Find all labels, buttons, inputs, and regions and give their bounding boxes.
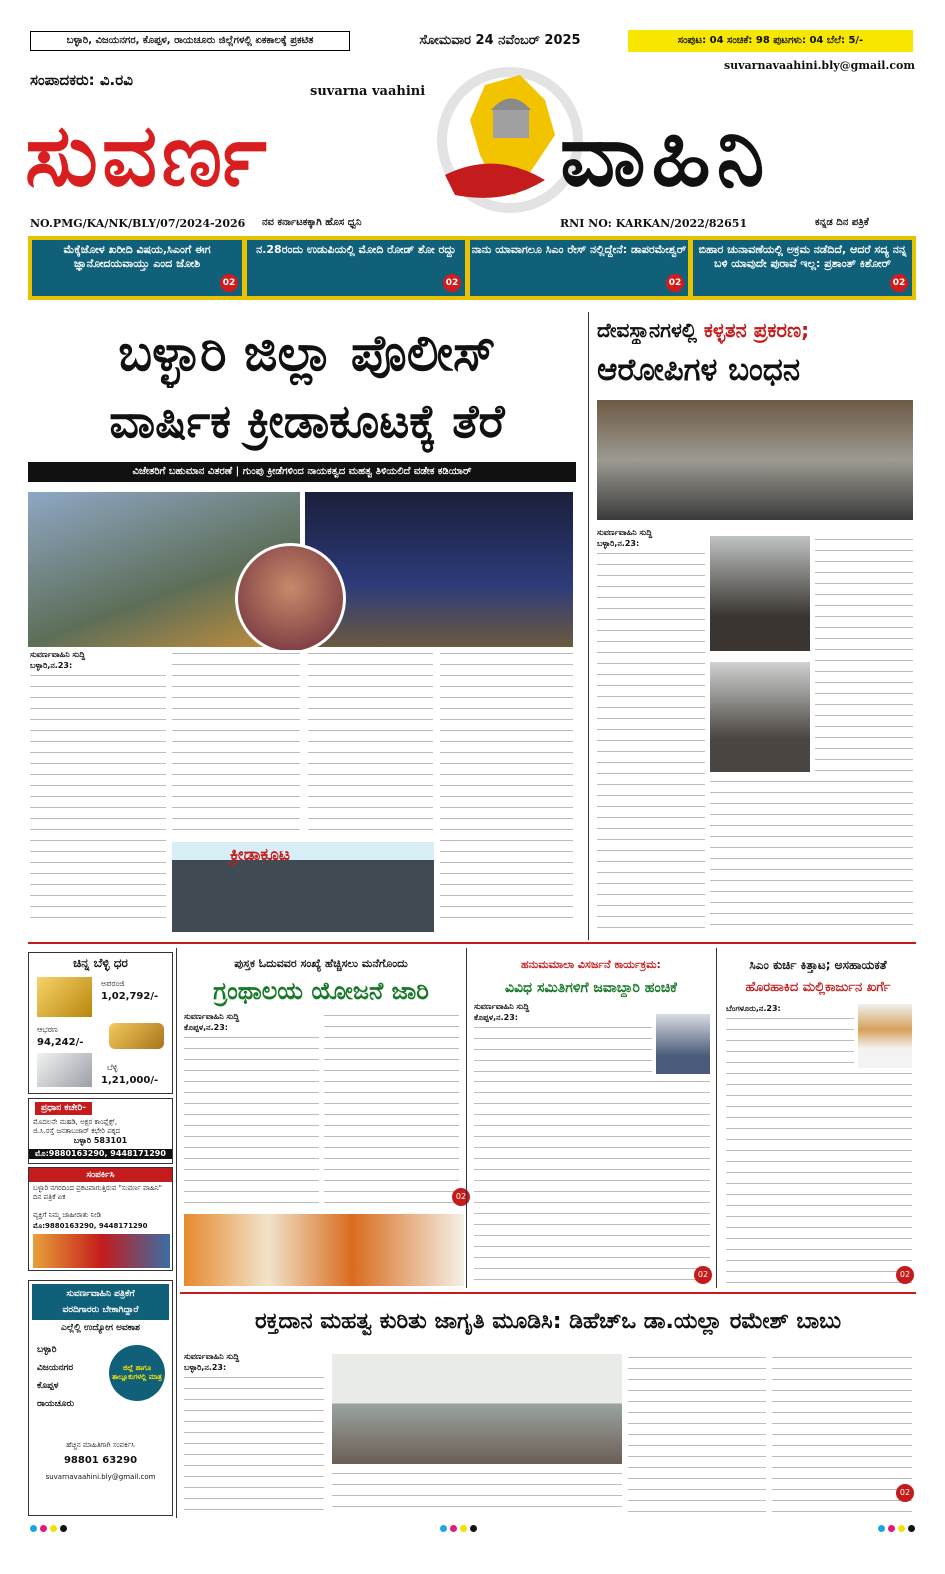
registration-dot: [898, 1525, 905, 1532]
jobs-email[interactable]: suvarnavaahini.bly@gmail.com: [45, 1473, 156, 1481]
jobs-contact-label: ಹೆಚ್ಚಿನ ಮಾಹಿತಿಗಾಗಿ ಸಂಪರ್ಕಿಸಿ: [66, 1441, 135, 1449]
office-phone[interactable]: ಮೊ:9880163290, 9448171290: [29, 1149, 172, 1159]
registration-dot: [50, 1525, 57, 1532]
registration-dot: [40, 1525, 47, 1532]
teaser-item[interactable]: ನಾನು ಯಾವಾಗಲೂ ಸಿಎಂ ರೇಸ್ ನಲ್ಲಿದ್ದೇನೆ: ಡಾಪರಮೇಶ್ವರ್ 02: [470, 240, 688, 296]
page-badge: 02: [896, 1484, 914, 1502]
masthead-email[interactable]: suvarnavaahini.bly@gmail.com: [723, 59, 915, 72]
main-headline-line1: ಬಳ್ಳಾರಿ ಜಿಲ್ಲಾ ಪೊಲೀಸ್: [118, 324, 496, 382]
gold-22-value: 94,242/-: [37, 1037, 84, 1048]
jobs-phone[interactable]: 98801 63290: [63, 1455, 138, 1466]
registration-dot: [450, 1525, 457, 1532]
office-line1: ಮೊದಲನೇ ಮಹಡಿ, ಅಕ್ಷರ ಕಾಂಪ್ಲೆಕ್ಸ್,: [33, 1118, 118, 1126]
section-divider: [28, 942, 916, 944]
office-title: ಪ್ರಧಾನ ಕಚೇರಿ-: [35, 1102, 92, 1115]
gold-bars-icon: [37, 977, 92, 1017]
main-body-col4: [440, 650, 573, 928]
blood-body-col1: [184, 1374, 324, 1514]
gold-24-value: 1,02,792/-: [101, 991, 159, 1002]
paper-type: ಕನ್ನಡ ದಿನ ಪತ್ರಿಕೆ: [815, 217, 869, 228]
page-badge: 02: [443, 274, 461, 292]
district-item: ಕೊಪ್ಪಳ: [37, 1381, 59, 1391]
main-body-col3: [308, 650, 433, 840]
silver-bars-icon: [37, 1053, 92, 1087]
registration-dot: [878, 1525, 885, 1532]
contact-title: ಸಂಪರ್ಕಿಸಿ: [29, 1168, 172, 1182]
byline: ಸುವರ್ಣವಾಹಿನಿ ಸುದ್ದಿ: [30, 650, 86, 659]
jobs-box: [28, 1280, 173, 1516]
column-divider: [466, 948, 467, 1288]
blood-headline: ರಕ್ತದಾನ ಮಹತ್ವ ಕುರಿತು ಜಾಗೃತಿ ಮೂಡಿಸಿ: ಡಿಹೆಚ್‌ಒ ಡಾ.ಯಲ್ಲಾ ರಮೇಶ್ ಬಾಬು: [254, 1309, 842, 1334]
gold-22-label: ಆಭರಣ: [37, 1025, 58, 1034]
contact-line1: ಬಳ್ಳಾರಿ ನಗರದಿಂದ ಪ್ರಕಟವಾಗುತ್ತಿರುವ "ಸುವರ್ಣ ವಾಹಿನಿ" ದಿನ ಪತ್ರಿಕೆ ಏಕ: [33, 1184, 162, 1201]
page-badge: 02: [666, 274, 684, 292]
main-body-col2: [172, 650, 300, 840]
issue-info: ಸಂಪುಟ: 04 ಸಂಚಿಕೆ: 98 ಪುಟಗಳು: 04 ಬೆಲೆ: 5/-: [628, 30, 913, 52]
contact-line2: ವ್ಯಕ್ತಿಗೆ ನಿಮ್ಮ ಜಾಹೀರಾತು ನೀಡಿ: [33, 1211, 102, 1219]
main-headline-line2: ವಾರ್ಷಿಕ ಕ್ರೀಡಾಕೂಟಕ್ಕೆ ತೆರೆ: [109, 394, 505, 448]
page-badge: 02: [896, 1266, 914, 1284]
library-body-col2: [324, 1012, 459, 1210]
english-name: suvarna vaahini: [310, 84, 426, 99]
district-item: ರಾಯಚೂರು: [37, 1399, 75, 1409]
tagline: ನವ ಕರ್ನಾಟಕಕ್ಕಾಗಿ ಹೊಸ ಧ್ವನಿ: [262, 217, 362, 228]
kharge-headline-line1: ಸಿಎಂ ಕುರ್ಚಿ ಕಿತ್ತಾಟ; ಅಸಹಾಯಕತೆ: [749, 958, 887, 972]
registration-dot: [60, 1525, 67, 1532]
teaser-item[interactable]: ಮೆಕ್ಕೆಜೋಳ ಖರೀದಿ ವಿಷಯ,ಸಿಎಂಗೆ ಈಗ ಜ್ಞಾನೋದಯವಾಯ್ತು ಎಂದ ಜೋಶಿ 02: [32, 240, 242, 296]
teaser-item[interactable]: ನ.28ರಂದು ಉಡುಪಿಯಲ್ಲಿ ಮೋದಿ ರೋಡ್ ಶೋ ರದ್ದು 02: [247, 240, 465, 296]
teaser-item[interactable]: ಬಿಹಾರ ಚುನಾವಣೆಯಲ್ಲಿ ಅಕ್ರಮ ನಡೆದಿದೆ, ಆದರೆ ಸದ್ಯ ನನ್ನ ಬಳಿ ಯಾವುದೇ ಪುರಾವೆ ಇಲ್ಲ: ಪ್ರಶಾಂತ್ ಕಿಶೋರ್ 02: [693, 240, 912, 296]
office-line2: ಜಿ.ಸಿ.ರಸ್ತೆ ಜನತಾಬಜಾರ್ ಕಛೇರಿ ಪಕ್ಕದ: [33, 1127, 121, 1135]
registration-dot: [888, 1525, 895, 1532]
jobs-title: ಸುವರ್ಣವಾಹಿನಿ ಪತ್ರಿಕೆಗೆ ವರದಿಗಾರರು ಬೇಕಾಗಿದ್ದಾರೆ: [32, 1284, 169, 1320]
dateline: ಬೆಂಗಳೂರು,ನ.23:: [726, 1004, 781, 1013]
column-divider: [588, 312, 589, 940]
right-body-col2: [815, 536, 913, 776]
district-item: ಬಳ್ಳಾರಿ: [37, 1345, 57, 1355]
gold-box-title: ಚಿನ್ನ ಬೆಳ್ಳಿ ಧರ: [73, 956, 128, 970]
library-body-col1: [184, 1034, 319, 1210]
contact-phone[interactable]: ಮೊ:9880163290, 9448171290: [33, 1222, 148, 1230]
arrest-photo: [597, 400, 913, 520]
main-body-col1: [30, 672, 166, 928]
accused-photo-2: [710, 662, 810, 772]
gold-jewelry-icon: [109, 1023, 164, 1049]
right-body-col3: [710, 778, 913, 932]
editor-name: ಸಂಪಾದಕರು: ವಿ.ರವಿ: [30, 71, 133, 89]
right-headline-red: ಕಳ್ಳತನ ಪ್ರಕರಣ;: [703, 318, 810, 342]
official-photo: [656, 1014, 710, 1074]
contact-photo: [33, 1234, 170, 1268]
page-badge: 02: [452, 1188, 470, 1206]
rni-number: RNI NO: KARKAN/2022/82651: [560, 217, 748, 230]
dateline: ಬಳ್ಳಾರಿ,ನ.23:: [184, 1363, 227, 1372]
contact-box: [28, 1167, 173, 1271]
dateline: ಬಳ್ಳಾರಿ,ನ.23:: [597, 539, 640, 548]
kharge-body: [726, 1070, 912, 1284]
blood-body-col3: [628, 1354, 766, 1514]
column-divider: [176, 948, 177, 1518]
title-left: ಸುವರ್ಣ: [25, 106, 271, 206]
byline: ಸುವರ್ಣವಾಹಿನಿ ಸುದ್ದಿ: [474, 1002, 530, 1011]
byline: ಸುವರ್ಣವಾಹಿನಿ ಸುದ್ದಿ: [184, 1012, 240, 1021]
library-headline: ಗ್ರಂಥಾಲಯ ಯೋಜನೆ ಜಾರಿ: [213, 977, 429, 1005]
issue-date: ಸೋಮವಾರ 24 ನವೆಂಬರ್ 2025: [419, 33, 581, 48]
blood-body-col2: [332, 1470, 622, 1514]
registration-dot: [440, 1525, 447, 1532]
accused-photo-1: [710, 536, 810, 651]
title-right: ವಾಹಿನಿ: [560, 106, 771, 206]
main-subhead: ವಿಜೇತರಿಗೆ ಬಹುಮಾನ ವಿತರಣೆ | ಗುಂಪು ಕ್ರೀಡೆಗಳಿಂದ ನಾಯಕತ್ವದ ಮಹತ್ವ ತಿಳಿಯಲಿದೆ ವಡೇಕ ಕಡಿಯಾರ್: [28, 462, 576, 482]
right-body-col1: [597, 550, 705, 932]
office-address-box: [28, 1098, 173, 1164]
hanuman-body-intro: [474, 1024, 652, 1074]
silver-label: ಬೆಳ್ಳಿ: [107, 1063, 118, 1072]
parade-photo: [305, 492, 573, 647]
library-photo: [184, 1214, 464, 1286]
page-badge: 02: [220, 274, 238, 292]
banner-text: ಕ್ರೀಡಾಕೂಟ: [230, 845, 290, 865]
hanuman-headline: ವಿವಿಧ ಸಮಿತಿಗಳಿಗೆ ಜವಾಬ್ದಾರಿ ಹಂಚಿಕೆ: [505, 980, 677, 996]
byline: ಸುವರ್ಣವಾಹಿನಿ ಸುದ್ದಿ: [597, 528, 653, 537]
registration-dot: [470, 1525, 477, 1532]
registration-dot: [908, 1525, 915, 1532]
postal-reg-no: NO.PMG/KA/NK/BLY/07/2024-2026: [30, 217, 246, 230]
kharge-body-intro: [726, 1015, 854, 1065]
kharge-headline-line2: ಹೊರಹಾಕಿದ ಮಲ್ಲಿಕಾರ್ಜುನ ಖರ್ಗೆ: [745, 980, 891, 995]
hanuman-kicker: ಹನುಮಮಾಲಾ ವಿಸರ್ಜನೆ ಕಾರ್ಯಕ್ರಮ:: [521, 958, 661, 971]
right-headline-prefix: ದೇವಸ್ಥಾನಗಳಲ್ಲಿ: [597, 318, 697, 342]
page-badge: 02: [890, 274, 908, 292]
registration-dot: [30, 1525, 37, 1532]
library-kicker: ಪುಸ್ತಕ ಓದುವವರ ಸಂಖ್ಯೆ ಹೆಚ್ಚಿಸಲು ಮನೆಗೊಂದು: [234, 957, 408, 970]
jobs-subtitle: ಎಲ್ಲೆಲ್ಲಿ ಉದ್ಯೋಗ ಅವಕಾಶ: [61, 1323, 140, 1333]
prize-photo: [172, 842, 434, 932]
coverage-strip: ಬಳ್ಳಾರಿ, ವಿಜಯನಗರ, ಕೊಪ್ಪಳ, ರಾಯಚೂರು ಜಿಲ್ಲೆಗಳಲ್ಲಿ ಏಕಕಾಲಕ್ಕೆ ಪ್ರಕಟಿತ: [30, 31, 350, 51]
column-divider: [716, 948, 717, 1288]
kharge-photo: [858, 1004, 912, 1068]
hanuman-body: [474, 1078, 710, 1284]
district-item: ವಿಜಯನಗರ: [37, 1363, 74, 1373]
registration-dot: [460, 1525, 467, 1532]
blood-body-col4: [772, 1354, 912, 1514]
page-badge: 02: [694, 1266, 712, 1284]
dateline: ಬಳ್ಳಾರಿ,ನ.23:: [30, 661, 73, 670]
silver-value: 1,21,000/-: [101, 1075, 159, 1086]
gold-24-label: ಅಪರಂಜಿ: [101, 979, 125, 988]
gold-price-box: [28, 952, 173, 1094]
speaker-photo: [235, 543, 346, 654]
byline: ಸುವರ್ಣವಾಹಿನಿ ಸುದ್ದಿ: [184, 1352, 240, 1361]
jobs-district-list: [37, 1341, 74, 1413]
dateline: ಕೊಪ್ಪಳ,ನ.23:: [184, 1023, 228, 1032]
dateline: ಕೊಪ್ಪಳ,ನ.23:: [474, 1013, 518, 1022]
meeting-photo: [332, 1354, 622, 1464]
jobs-badge: ಜಿಲ್ಲೆ ಹಾಗೂ ತಾಲ್ಲೂಕುಗಳಲ್ಲಿ ಮಾತ್ರ: [109, 1345, 165, 1401]
office-city: ಬಳ್ಳಾರಿ 583101: [73, 1136, 128, 1145]
right-headline-line1: [597, 316, 915, 344]
section-divider: [180, 1292, 916, 1294]
right-headline-line2: ಆರೋಪಿಗಳ ಬಂಧನ: [597, 352, 801, 388]
